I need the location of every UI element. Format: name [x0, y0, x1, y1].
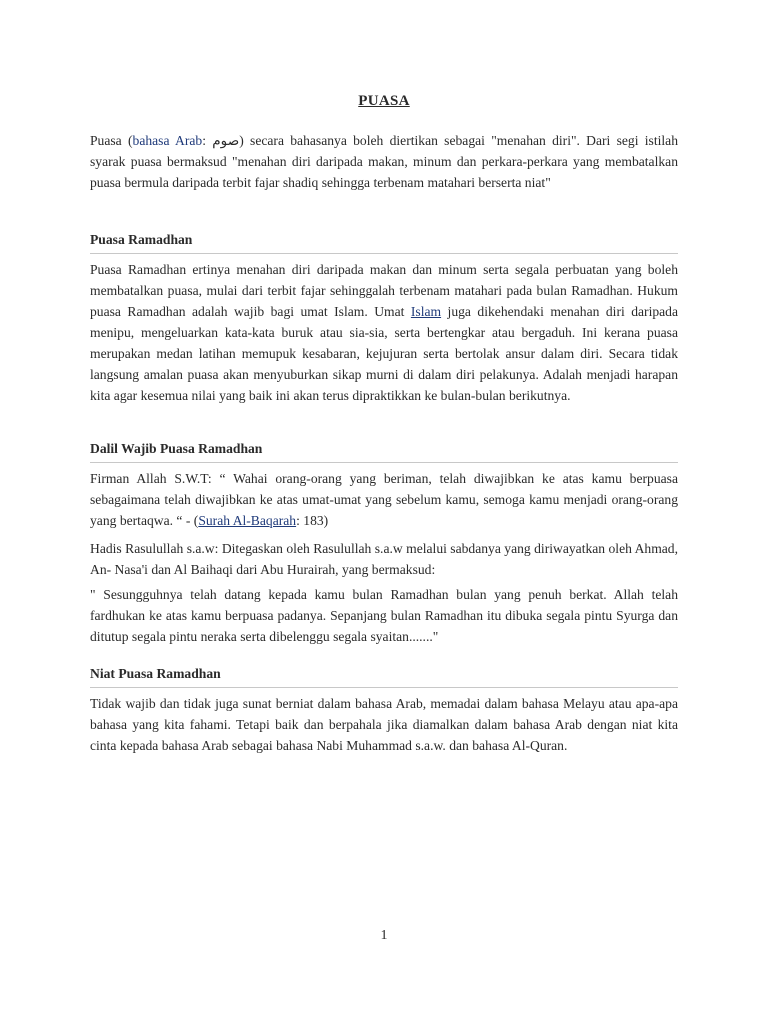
section-heading-puasa-ramadhan: Puasa Ramadhan — [90, 230, 678, 254]
section1-text-after: juga dikehendaki menahan diri daripada menipu, mengeluarkan kata-kata buruk atau sia-sia, serta bertengkar atau bergaduh. Ini kerana puasa merupakan medan latihan memupuk kesabaran, kejujuran serta bertolak ansur dalam diri. Secara tidak langsung amalan puasa akan menyuburkan sikap murni di dalam diri pelakunya. Adalah menjadi harapan kita agar kesemua nilai yang baik ini akan terus dipraktikkan ke bulan-bulan berikutnya. — [90, 304, 679, 403]
intro-text: ) secara bahasanya boleh diertikan sebagai "menahan diri". Dari segi istilah syarak puasa bermaksud "menahan diri daripada makan, minum dan perkara-perkara yang membatalkan puasa bermula daripada terbit fajar shadiq sehingga terbenam matahari berserta niat" — [90, 133, 678, 190]
hadis-quote-paragraph: " Sesungguhnya telah datang kepada kamu bulan Ramadhan bulan yang penuh berkat. Allah telah fardhukan ke atas kamu berpuasa padanya. Sepanjang bulan Ramadhan itu dibuka segala pintu Syurga dan ditutup segala pintu neraka serta dibelenggu segala syaitan......." — [90, 587, 678, 644]
surah-al-baqarah-link[interactable]: Surah Al-Baqarah — [198, 513, 297, 528]
section2-p1-after: : 183) — [296, 513, 329, 528]
document-title: PUASA — [358, 93, 410, 109]
bahasa-arab-link[interactable]: bahasa Arab — [132, 133, 203, 148]
section-heading-niat-puasa: Niat Puasa Ramadhan — [90, 664, 678, 688]
intro-lead: Puasa ( — [90, 133, 133, 148]
page-number: 1 — [380, 928, 388, 943]
section-heading-dalil-wajib: Dalil Wajib Puasa Ramadhan — [90, 439, 678, 463]
puasa-ramadhan-paragraph — [90, 259, 678, 406]
section1-text-before: Puasa Ramadhan ertinya menahan diri daripada makan dan minum serta segala perbuatan yang boleh membatalkan puasa, mulai dari terbit fajar sehinggalah terbenam matahari pada bulan Ramadhan. Hukum puasa Ramadhan adalah wajib bagi umat Islam. Umat — [90, 262, 678, 319]
section2-p1-before: Firman Allah S.W.T: “ Wahai orang-orang yang beriman, telah diwajibkan ke atas kamu berpuasa sebagaimana telah diwajibkan ke atas umat-umat yang sebelum kamu, semoga kamu menjadi orang-orang yang bertaqwa. “ - ( — [90, 471, 678, 528]
intro-paragraph — [90, 130, 678, 193]
niat-paragraph: Tidak wajib dan tidak juga sunat berniat dalam bahasa Arab, memadai dalam bahasa Melayu atau apa-apa bahasa yang kita fahami. Tetapi baik dan berpahala jika diamalkan dalam bahasa Arab dengan niat kita cinta kepada bahasa Arab sebagai bahasa Nabi Muhammad s.a.w. dan bahasa Al-Quran. — [90, 696, 678, 753]
islam-link[interactable]: Islam — [410, 304, 442, 319]
document-page — [90, 0, 678, 1024]
hadis-paragraph: Hadis Rasulullah s.a.w: Ditegaskan oleh Rasulullah s.a.w melalui sabdanya yang diriwayatkan oleh Ahmad, An- Nasa'i dan Al Baihaqi dari Abu Hurairah, yang bermaksud: — [90, 541, 678, 577]
intro-colon: : — [202, 133, 213, 148]
arabic-word: صوم — [212, 133, 240, 148]
firman-allah-paragraph — [90, 468, 678, 531]
